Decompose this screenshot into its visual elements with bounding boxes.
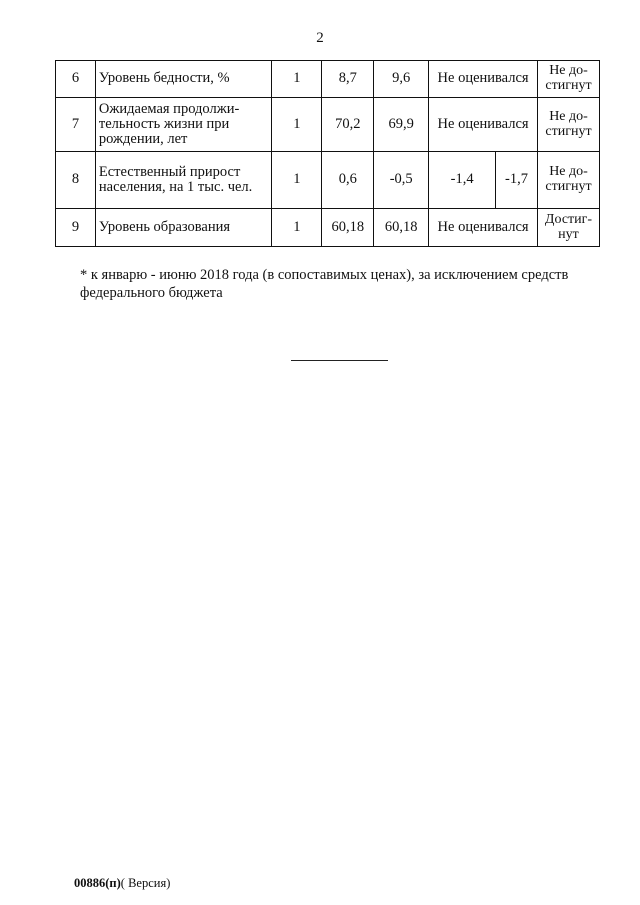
value-1: 0,6: [322, 152, 374, 209]
document-version: ( Версия): [120, 876, 171, 890]
row-index: 8: [56, 152, 96, 209]
table-row: [56, 61, 600, 98]
table-row: [56, 152, 600, 209]
value-1: 70,2: [322, 98, 374, 152]
value-2: -0,5: [374, 152, 429, 209]
indicator-name: Уровень образования: [95, 209, 272, 247]
document-footer: [74, 876, 170, 891]
table-row: [56, 98, 600, 152]
assessment-a: -1,4: [429, 152, 496, 209]
result-status: Достиг-нут: [537, 209, 599, 247]
value-2: 9,6: [374, 61, 429, 98]
value-1: 8,7: [322, 61, 374, 98]
assessment-b: -1,7: [496, 152, 538, 209]
indicator-name: Уровень бедности, %: [95, 61, 272, 98]
row-index: 9: [56, 209, 96, 247]
page-number: 2: [316, 30, 324, 46]
table-row: [56, 209, 600, 247]
value-2: 69,9: [374, 98, 429, 152]
divider-line: [291, 360, 388, 361]
footnote: * к январю - июню 2018 года (в сопоставимых ценах), за исключением средств федерального бюджета: [80, 267, 569, 302]
value-1: 60,18: [322, 209, 374, 247]
result-status: Не до-стигнут: [537, 61, 599, 98]
assessment: Не оценивался: [429, 98, 538, 152]
indicator-name: Естественный прирост населения, на 1 тыс. чел.: [95, 152, 272, 209]
result-status: Не до-стигнут: [537, 152, 599, 209]
row-index: 6: [56, 61, 96, 98]
indicators-table: [55, 60, 600, 247]
row-code: 1: [272, 98, 322, 152]
assessment: Не оценивался: [429, 61, 538, 98]
row-code: 1: [272, 61, 322, 98]
indicator-name: Ожидаемая продолжи-тельность жизни при рождении, лет: [95, 98, 272, 152]
row-index: 7: [56, 98, 96, 152]
document-code: 00886(п): [74, 876, 121, 890]
row-code: 1: [272, 152, 322, 209]
value-2: 60,18: [374, 209, 429, 247]
assessment: Не оценивался: [429, 209, 538, 247]
row-code: 1: [272, 209, 322, 247]
result-status: Не до-стигнут: [537, 98, 599, 152]
